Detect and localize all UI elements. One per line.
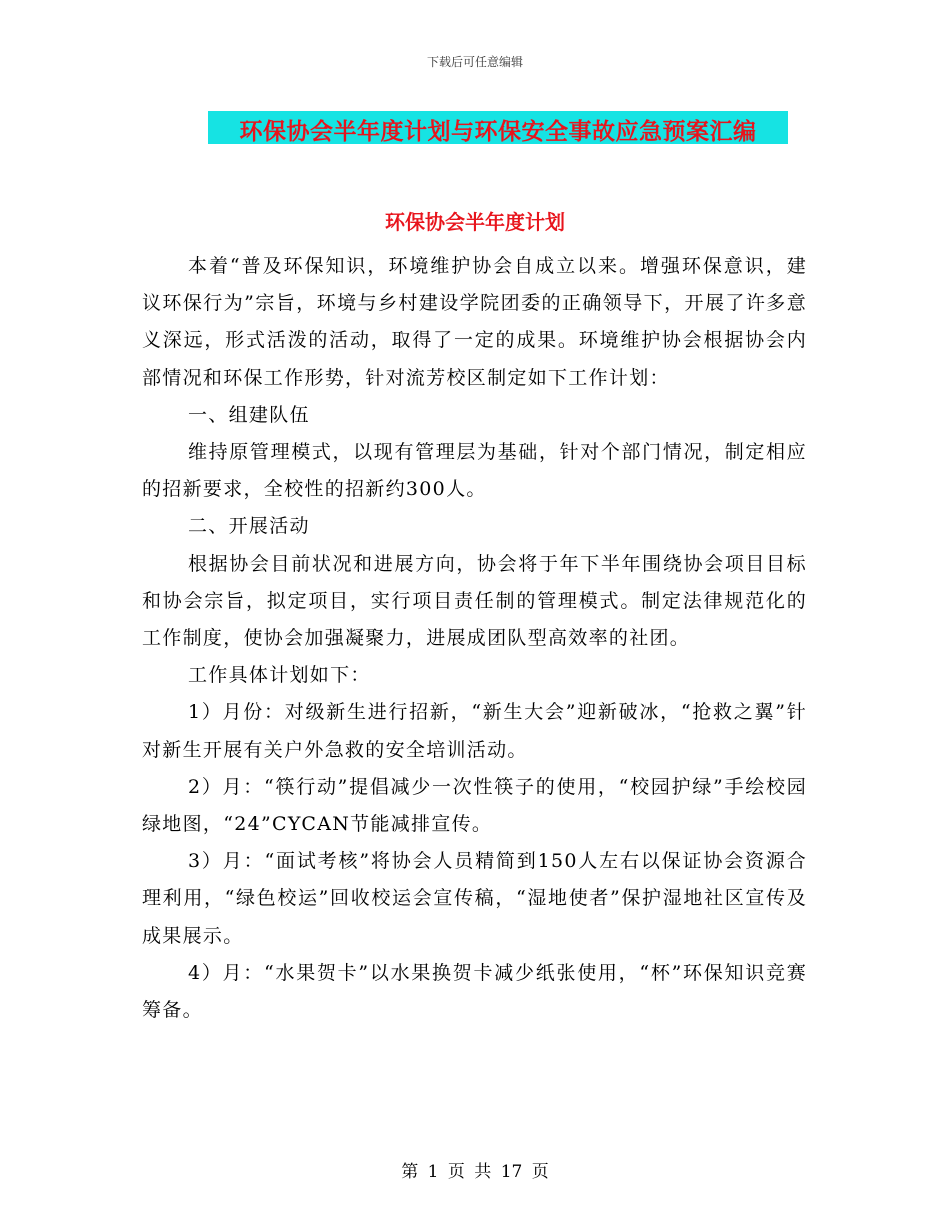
header-note: 下载后可任意编辑 — [426, 55, 523, 69]
document-body — [142, 248, 807, 1029]
paragraph-activities: 根据协会目前状况和进展方向，协会将于年下半年围绕协会项目目标和协会宗旨，拟定项目，实行项目责任制的管理模式。制定法律规范化的工作制度，使协会加强凝聚力，进展成团队型高效率的社团。 — [142, 552, 807, 650]
plan-item-3: 3）月：“面试考核”将协会人员精简到150人左右以保证协会资源合理利用，“绿色校运”回收校运会宣传稿，“湿地使者”保护湿地社区宣传及成果展示。 — [142, 850, 807, 947]
plan-item-4: 4）月：“水果贺卡”以水果换贺卡减少纸张使用，“杯”环保知识竞赛筹备。 — [142, 961, 807, 1022]
heading-build-team: 一、组建队伍 — [188, 403, 310, 426]
section-title: 环保协会半年度计划 — [385, 210, 565, 234]
plan-item-1: 1）月份：对级新生进行招新，“新生大会”迎新破冰，“抢救之翼”针对新生开展有关户外急救的安全培训活动。 — [142, 701, 807, 761]
paragraph-plan-intro: 工作具体计划如下： — [188, 664, 371, 687]
paragraph-build-team: 维持原管理模式，以现有管理层为基础，针对个部门情况，制定相应的招新要求，全校性的招新约300人。 — [142, 441, 807, 501]
plan-item-2: 2）月：“筷行动”提倡减少一次性筷子的使用，“校园护绿”手绘校园绿地图，“24”CYCAN节能减排宣传。 — [142, 775, 807, 836]
paragraph-intro: 本着“普及环保知识，环境维护协会自成立以来。增强环保意识，建议环保行为”宗旨，环境与乡村建设学院团委的正确领导下，开展了许多意义深远，形式活泼的活动，取得了一定的成果。环境维护协会根据协会内部情况和环保工作形势，针对流芳校区制定如下工作计划： — [142, 255, 807, 389]
page-number: 第 1 页 共 17 页 — [401, 1162, 549, 1182]
heading-activities: 二、开展活动 — [188, 515, 310, 538]
main-title: 环保协会半年度计划与环保安全事故应急预案汇编 — [239, 119, 757, 145]
